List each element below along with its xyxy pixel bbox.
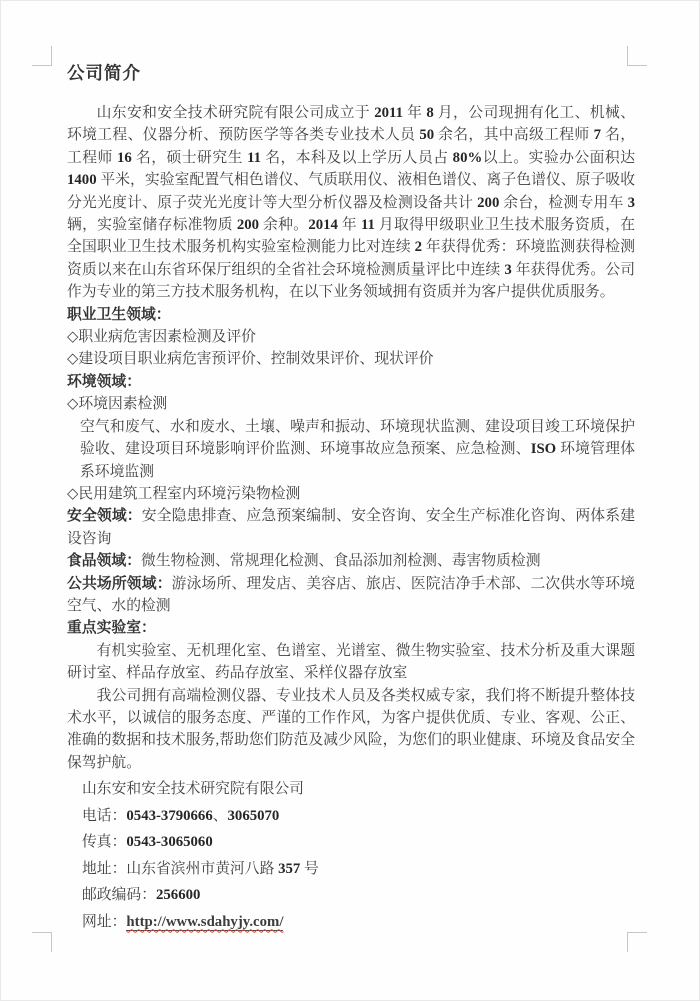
latin-text-run: 7	[593, 127, 602, 144]
paragraph: ◇建设项目职业病危害预评价、控制效果评价、现状评价	[67, 351, 434, 368]
section-heading: 重点实验室：	[67, 620, 156, 637]
contact-line-label: 电话：	[82, 807, 127, 824]
latin-text-run: 0543-3790666	[126, 807, 213, 824]
paragraph: 食品领域：微生物检测、常规理化检测、食品添加剂检测、毒害物质检测	[67, 553, 541, 570]
latin-text-run: 3	[627, 194, 635, 211]
latin-text-run: 1400	[67, 172, 97, 189]
section-heading: 职业卫生领域：	[67, 306, 171, 323]
latin-text-run: 16	[117, 149, 132, 166]
inline-section-label: 公共场所领域：	[67, 575, 172, 592]
contact-line-label: 地址：	[82, 860, 127, 877]
paragraph: 公共场所领域：游泳场所、理发店、美容店、旅店、医院洁净手术部、二次供水等环境空气、水的检测	[67, 575, 635, 614]
latin-text-run: ISO	[530, 441, 557, 458]
latin-text-run: 200	[236, 217, 260, 234]
latin-text-run: 8	[426, 105, 434, 121]
latin-text-run: 11	[247, 149, 262, 166]
contact-line-label: 网址：	[82, 913, 127, 930]
contact-line	[82, 882, 635, 909]
latin-text-run: 50	[419, 127, 435, 144]
contact-line: 电话：0543-3790666、3065070	[82, 807, 280, 824]
latin-text-run: 2011	[374, 105, 403, 121]
contact-line-label: 传真：	[82, 834, 127, 851]
inline-section-label: 安全领域：	[67, 508, 142, 525]
section-heading: 环境领域：	[67, 373, 141, 390]
contact-block	[67, 776, 635, 935]
document-content	[67, 61, 635, 935]
contact-line-label: 邮政编码：	[82, 887, 156, 904]
paragraph: 有机实验室、无机理化室、色谱室、光谱室、微生物实验室、技术分析及重大课题研讨室、样品存放室、药品存放室、采样仪器存放室	[67, 642, 635, 682]
latin-text-run: 11	[360, 217, 375, 234]
contact-line	[82, 909, 635, 936]
paragraph: 我公司拥有高端检测仪器、专业技术人员及各类权威专家，我们将不断提升整体技术水平，以诚信的服务态度、严谨的工作作风，为客户提供优质、专业、客观、公正、准确的数据和技术服务,帮助您们防范及减少风险，为您们的职业健康、环境及食品安全保驾护航。	[67, 687, 635, 771]
latin-text-run: 3	[504, 261, 512, 278]
paragraph: ◇环境因素检测	[67, 396, 168, 413]
document-body	[67, 102, 635, 774]
contact-company: 山东安和安全技术研究院有限公司	[82, 781, 304, 798]
latin-text-run: 2014	[308, 217, 338, 234]
paragraph: 空气和废气、水和废水、土壤、噪声和振动、环境现状监测、建设项目竣工环境保护验收、建设项目环境影响评价监测、环境事故应急预案、应急检测、ISO 环境管理体系环境监测	[80, 418, 635, 480]
margin-corner-mark-top-left	[32, 46, 52, 66]
paragraph: ◇职业病危害因素检测及评价	[67, 329, 256, 346]
page-title: 公司简介	[67, 63, 141, 83]
inline-section-label: 食品领域：	[67, 553, 141, 570]
latin-text-run: 256600	[156, 887, 201, 904]
paragraph: 安全领域：安全隐患排查、应急预案编制、安全咨询、安全生产标准化咨询、两体系建设咨询	[67, 508, 635, 547]
paragraph: 山东安和安全技术研究院有限公司成立于 2011 年 8 月，公司现拥有化工、机械、环境工程、仪器分析、预防医学等各类专业技术人员 50 余名，其中高级工程师 7 名，工程师 16 名，硕士研究生 11 名，本科及以上学历人员占 80%以上。实验办公面积达 1400 平米，实验室配置气相色谱仪、气质联用仪、液相色谱仪、离子色谱仪、原子吸收分光光度计、原子荧光光度计等大型分析仪器及检测设备共计 200 余台，检测专用车 3 辆，实验室储存标准物质 200 余种。2014 年 11 月取得甲级职业卫生技术服务资质，在全国职业卫生技术服务机构实验室检测能力比对连续 2 年获得优秀：环境监测获得检测资质以来在山东省环保厅组织的全省社会环境检测质量评比中连续 3 年获得优秀。公司作为专业的第三方技术服务机构，在以下业务领域拥有资质并为客户提供优质服务。	[67, 105, 636, 301]
margin-corner-mark-bottom-left	[32, 932, 52, 952]
latin-text-run: 0543-3065060	[126, 834, 213, 851]
latin-text-run: 80%	[452, 149, 483, 166]
contact-line: 地址：山东省滨州市黄河八路 357 号	[82, 860, 319, 877]
latin-text-run: 357	[278, 860, 301, 877]
latin-text-run: 3065070	[227, 807, 280, 824]
latin-text-run: 200	[477, 194, 500, 211]
website-link[interactable]: http://www.sdahyjy.com/	[126, 913, 284, 930]
paragraph: ◇民用建筑工程室内环境污染物检测	[67, 485, 301, 502]
contact-line	[82, 829, 635, 856]
latin-text-run: 2	[414, 239, 423, 256]
